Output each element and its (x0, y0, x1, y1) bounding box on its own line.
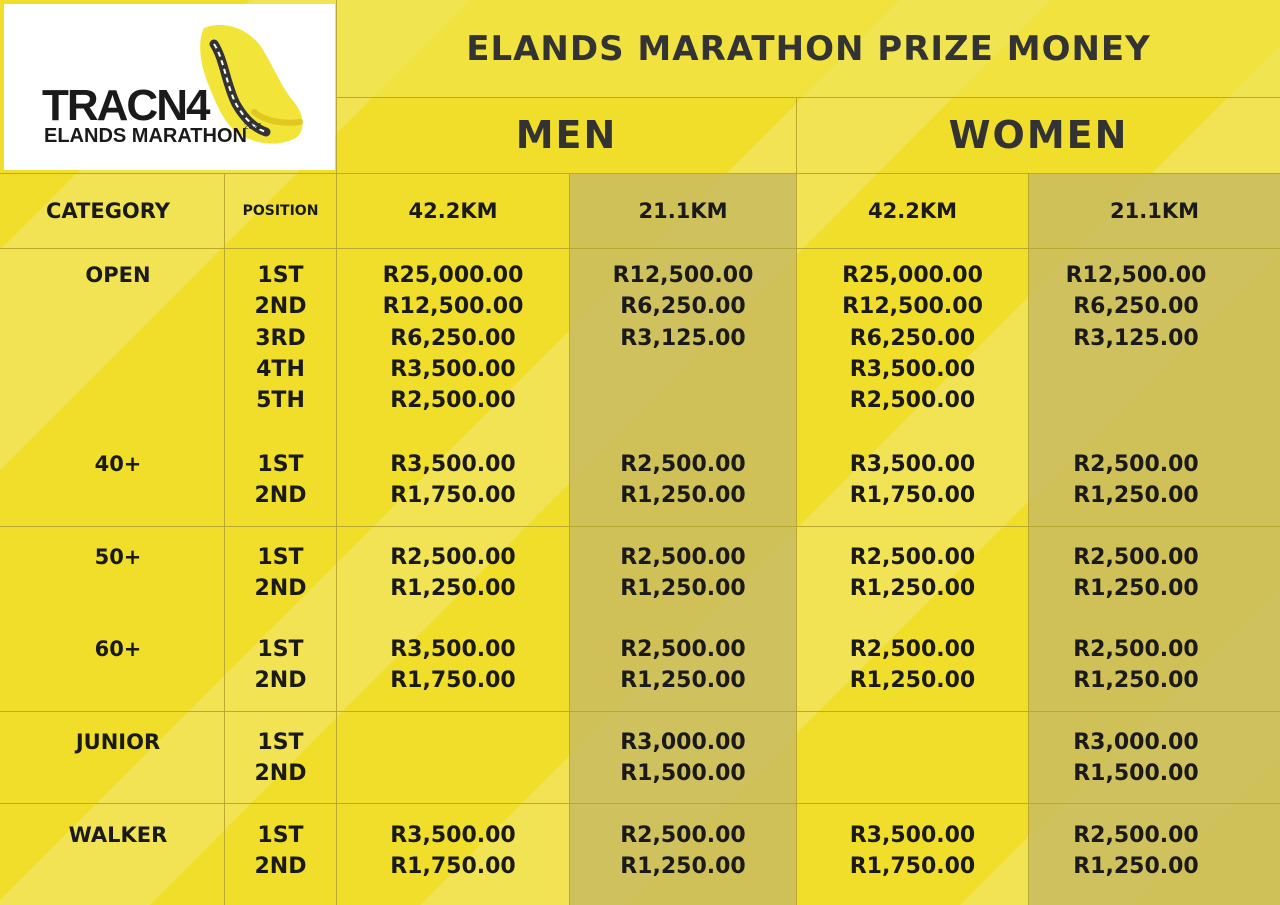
category-walker: WALKER (68, 823, 168, 847)
prize-value: R3,500.00 (390, 452, 516, 477)
prize-value: R2,500.00 (390, 545, 516, 570)
position-value: 1ST (257, 823, 304, 848)
page-title: ELANDS MARATHON PRIZE MONEY (466, 29, 1151, 69)
prize-value: R2,500.00 (620, 823, 746, 848)
men-42km-header: 42.2KM (408, 199, 498, 223)
men-header: MEN (515, 113, 618, 157)
positions-cell (225, 542, 336, 605)
prize-value: R6,250.00 (620, 294, 746, 320)
prize-value: R6,250.00 (1073, 294, 1199, 320)
prize-value: R25,000.00 (842, 263, 983, 288)
prize-value: R2,500.00 (1073, 452, 1199, 477)
women-header: WOMEN (948, 113, 1129, 157)
positions-cell (225, 260, 336, 416)
prize-value: R6,250.00 (390, 325, 516, 351)
prize-value: R12,500.00 (842, 294, 983, 320)
prize-value: R3,000.00 (1073, 730, 1199, 755)
women-21km-header: 21.1KM (1110, 199, 1199, 223)
positions-cell (225, 820, 336, 883)
position-value: 5TH (256, 388, 305, 414)
position-value: 1ST (257, 263, 304, 288)
category-open: OPEN (85, 263, 151, 287)
men-21-cell (570, 449, 796, 512)
prize-value: R2,500.00 (1073, 823, 1199, 848)
women-42-cell (797, 542, 1028, 605)
position-value: 4TH (256, 356, 305, 382)
prize-value: R2,500.00 (620, 452, 746, 477)
prize-value: R3,500.00 (390, 637, 516, 662)
prize-value: R2,500.00 (849, 388, 976, 414)
men-21km-header: 21.1KM (638, 199, 728, 223)
prize-value: R3,500.00 (849, 356, 976, 382)
prize-value: R2,500.00 (849, 545, 976, 570)
category-60-plus: 60+ (94, 637, 142, 661)
prize-value: R3,125.00 (1073, 325, 1199, 351)
men-21-cell (570, 634, 796, 697)
positions-cell (225, 634, 336, 697)
positions-cell (225, 727, 336, 790)
prize-value: R3,500.00 (390, 823, 516, 848)
logo-year: 2026 (244, 122, 262, 131)
prize-value: R1,250.00 (849, 576, 976, 602)
men-42-cell (337, 634, 569, 697)
position-value: 2ND (254, 761, 307, 787)
women-42-cell (797, 449, 1028, 512)
prize-value: R1,250.00 (620, 576, 746, 602)
prize-value: R3,125.00 (620, 325, 746, 351)
logo-brand: TRACN4 (42, 81, 209, 130)
prize-value: R12,500.00 (612, 263, 754, 288)
category-junior: JUNIOR (75, 730, 161, 754)
men-21-cell (570, 260, 796, 354)
prize-value: R1,750.00 (849, 854, 976, 880)
logo-panel (4, 4, 335, 170)
category-50-plus: 50+ (94, 545, 142, 569)
prize-value: R1,250.00 (620, 483, 746, 509)
position-value: 2ND (254, 294, 307, 320)
category-40-plus: 40+ (94, 452, 142, 476)
men-21-cell (570, 727, 796, 790)
position-value: 1ST (257, 730, 304, 755)
prize-value: R2,500.00 (1073, 545, 1199, 570)
prize-value: R2,500.00 (849, 637, 976, 662)
women-21-cell (1029, 260, 1243, 354)
men-21-cell (570, 820, 796, 883)
women-42-cell (797, 820, 1028, 883)
prize-value: R2,500.00 (620, 545, 746, 570)
women-42-cell (797, 634, 1028, 697)
prize-value: R1,250.00 (1073, 668, 1199, 694)
prize-value: R3,500.00 (849, 452, 976, 477)
prize-value: R1,250.00 (620, 854, 746, 880)
position-value: 2ND (254, 483, 307, 509)
prize-value: R3,500.00 (849, 823, 976, 848)
prize-value: R12,500.00 (382, 294, 524, 320)
position-value: 2ND (254, 668, 307, 694)
prize-value: R1,750.00 (390, 483, 516, 509)
prize-value: R1,500.00 (620, 761, 746, 787)
prize-value: R1,250.00 (620, 668, 746, 694)
women-21-cell (1029, 449, 1243, 512)
prize-value: R3,500.00 (390, 356, 516, 382)
position-value: 1ST (257, 637, 304, 662)
men-42-cell (337, 260, 569, 416)
position-value: 1ST (257, 452, 304, 477)
prize-value: R1,250.00 (849, 668, 976, 694)
prize-value: R1,250.00 (1073, 854, 1199, 880)
prize-value: R2,500.00 (620, 637, 746, 662)
prize-value: R1,750.00 (390, 668, 516, 694)
positions-cell (225, 449, 336, 512)
women-21-cell (1029, 542, 1243, 605)
women-21-cell (1029, 634, 1243, 697)
prize-value: R25,000.00 (382, 263, 524, 288)
men-42-cell (337, 820, 569, 883)
prize-value: R2,500.00 (390, 388, 516, 414)
women-21-cell (1029, 727, 1243, 790)
prize-value: R1,250.00 (390, 576, 516, 602)
men-21-cell (570, 542, 796, 605)
women-21-cell (1029, 820, 1243, 883)
position-value: 3RD (255, 325, 306, 351)
position-value: 2ND (254, 576, 307, 602)
position-value: 1ST (257, 545, 304, 570)
prize-value: R1,500.00 (1073, 761, 1199, 787)
prize-value: R6,250.00 (849, 325, 976, 351)
prize-value: R1,750.00 (849, 483, 976, 509)
prize-value: R3,000.00 (620, 730, 746, 755)
position-value: 2ND (254, 854, 307, 880)
prize-value: R2,500.00 (1073, 637, 1199, 662)
men-42-cell (337, 542, 569, 605)
prize-value: R12,500.00 (1065, 263, 1207, 288)
position-header: POSITION (242, 203, 319, 219)
women-42-cell (797, 260, 1028, 416)
prize-value: R1,250.00 (1073, 576, 1199, 602)
prize-value: R1,750.00 (390, 854, 516, 880)
category-header: CATEGORY (45, 199, 171, 223)
men-42-cell (337, 449, 569, 512)
logo-subtitle: ELANDS MARATHON (44, 125, 247, 147)
women-42km-header: 42.2KM (868, 199, 957, 223)
prize-value: R1,250.00 (1073, 483, 1199, 509)
